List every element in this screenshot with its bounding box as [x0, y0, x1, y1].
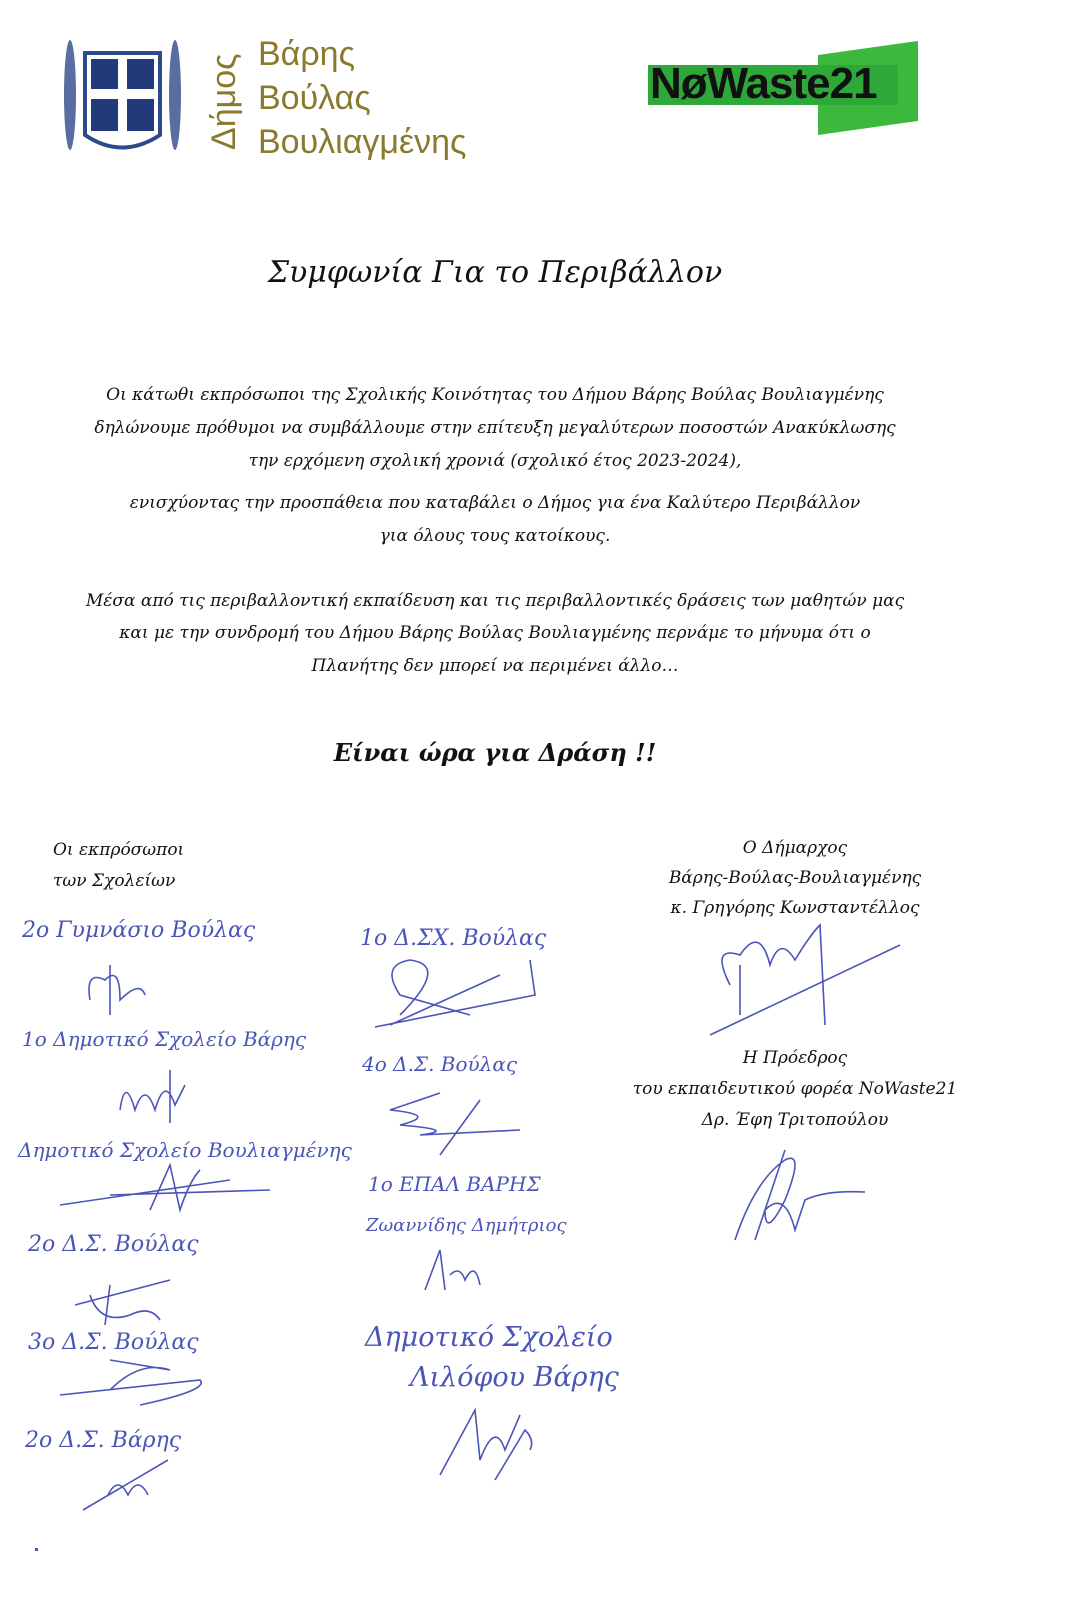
president-line: του εκπαιδευτικού φορέα NoWaste21 [632, 1079, 958, 1099]
call-to-action: Είναι ώρα για Δράση !! [333, 738, 657, 767]
heading-line: Οι εκπρόσωποι [53, 840, 185, 860]
president-line: Δρ. Έφη Τριτοπούλου [701, 1110, 889, 1130]
school-signature [370, 955, 550, 1035]
municipality-logo-vertical: Δήμος [205, 53, 243, 150]
signatory-name: Ζωαννίδης Δημήτριος [366, 1215, 567, 1236]
president-signature [725, 1140, 875, 1250]
paragraph-line: ενισχύοντας την προσπάθεια που καταβάλει ο Δήμος για ένα Καλύτερο Περιβάλλον [129, 493, 861, 513]
logo-line: Βούλας [258, 79, 371, 117]
mayor-signature [700, 905, 920, 1045]
paragraph-line: την ερχόμενη σχολική χρονιά (σχολικό έτος 2023-2024), [248, 451, 742, 471]
paragraph-line: Πλανήτης δεν μπορεί να περιμένει άλλο… [311, 656, 679, 676]
logo-line: Βουλιαγμένης [258, 123, 467, 161]
school-signature [420, 1245, 490, 1295]
paragraph-line: Μέσα από τις περιβαλλοντική εκπαίδευση και τις περιβαλλοντικές δράσεις των μαθητών μας [85, 591, 905, 611]
president-block [600, 1043, 990, 1136]
school-signature [70, 1275, 180, 1330]
school-label: 1ο Δ.ΣΧ. Βούλας [360, 926, 547, 951]
school-signature [435, 1400, 545, 1485]
school-signature [78, 1455, 178, 1515]
school-label: 3ο Δ.Σ. Βούλας [28, 1330, 199, 1355]
school-signature [80, 960, 160, 1020]
school-label: 2ο Δ.Σ. Βάρης [25, 1428, 182, 1453]
school-signature [50, 1350, 220, 1410]
municipality-logo-text [258, 32, 466, 164]
school-label: 4ο Δ.Σ. Βούλας [362, 1052, 518, 1076]
school-signature [380, 1085, 530, 1160]
school-label: 2ο Γυμνάσιο Βούλας [22, 918, 256, 943]
paragraph-line: Οι κάτωθι εκπρόσωποι της Σχολικής Κοινότητας του Δήμου Βάρης Βούλας Βουλιαγμένης [106, 385, 884, 405]
paragraph-line: για όλους τους κατοίκους. [379, 526, 611, 546]
scan-speck [35, 1548, 38, 1551]
school-signature [115, 1065, 205, 1125]
municipality-coat-of-arms [55, 25, 190, 175]
schools-heading [53, 835, 184, 897]
school-label: Δημοτικό Σχολείο Βουλιαγμένης [18, 1138, 352, 1162]
paragraph-line: και με την συνδρομή του Δήμου Βάρης Βούλας Βουλιαγμένης περνάμε το μήνυμα ότι ο [119, 623, 871, 643]
mayor-line: Ο Δήμαρχος [742, 838, 848, 858]
school-signature [50, 1160, 280, 1220]
school-label: Δημοτικό Σχολείο [365, 1322, 613, 1353]
school-label: 1ο Δημοτικό Σχολείο Βάρης [22, 1027, 307, 1051]
nowaste21-logo [648, 45, 928, 130]
logo-line: Βάρης [258, 35, 355, 73]
mayor-line: Βάρης-Βούλας-Βουλιαγμένης [668, 868, 922, 888]
mayor-line: κ. Γρηγόρης Κωνσταντέλλος [670, 898, 920, 918]
nowaste21-logo-text: NøWaste21 [650, 59, 877, 108]
heading-line: των Σχολείων [53, 871, 176, 891]
school-label: 2ο Δ.Σ. Βούλας [28, 1232, 199, 1257]
document-title: Συμφωνία Για το Περιβάλλον [267, 255, 723, 290]
school-label: Λιλόφου Βάρης [410, 1362, 619, 1393]
president-line: Η Πρόεδρος [742, 1048, 848, 1068]
paragraph-line: δηλώνουμε πρόθυμοι να συμβάλλουμε στην επίτευξη μεγαλύτερων ποσοστών Ανακύκλωσης [94, 418, 896, 438]
school-label: 1ο ΕΠΑΛ ΒΑΡΗΣ [368, 1172, 541, 1196]
